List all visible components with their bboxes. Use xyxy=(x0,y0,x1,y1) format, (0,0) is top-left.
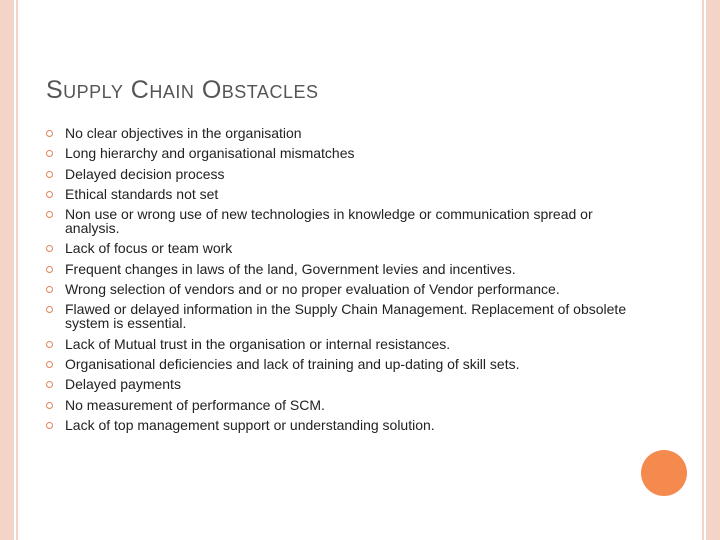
list-item xyxy=(46,167,646,181)
list-item-text: Delayed decision process xyxy=(65,165,225,182)
list-item-text: Frequent changes in laws of the land, Government levies and incentives. xyxy=(65,260,516,277)
list-item xyxy=(46,262,646,276)
list-item xyxy=(46,146,646,160)
bullet-icon xyxy=(46,306,53,313)
list-item xyxy=(46,418,646,432)
bullet-icon xyxy=(46,130,53,137)
list-item-text: Delayed payments xyxy=(65,376,181,393)
list-item xyxy=(46,377,646,391)
bullet-icon xyxy=(46,266,53,273)
bullet-list xyxy=(46,126,646,438)
list-item xyxy=(46,126,646,140)
list-item xyxy=(46,357,646,371)
list-item-text: Non use or wrong use of new technologies in knowledge or communication spread or analysis. xyxy=(65,206,593,237)
list-item-text: Lack of top management support or understanding solution. xyxy=(65,416,435,433)
list-item-text: No measurement of performance of SCM. xyxy=(65,396,325,413)
list-item xyxy=(46,282,646,296)
bullet-icon xyxy=(46,341,53,348)
list-item xyxy=(46,207,646,235)
left-border-stripe xyxy=(0,0,14,540)
list-item-text: Wrong selection of vendors and or no proper evaluation of Vendor performance. xyxy=(65,281,560,298)
bullet-icon xyxy=(46,422,53,429)
right-border-stripe xyxy=(706,0,720,540)
list-item xyxy=(46,187,646,201)
list-item xyxy=(46,241,646,255)
list-item xyxy=(46,337,646,351)
right-border-line xyxy=(702,0,704,540)
list-item-text: Long hierarchy and organisational mismatches xyxy=(65,145,355,162)
list-item xyxy=(46,398,646,412)
list-item-text: Ethical standards not set xyxy=(65,185,219,202)
list-item-text: Lack of Mutual trust in the organisation or internal resistances. xyxy=(65,335,451,352)
list-item xyxy=(46,302,646,330)
list-item-text: Organisational deficiencies and lack of training and up-dating of skill sets. xyxy=(65,355,520,372)
list-item-text: No clear objectives in the organisation xyxy=(65,125,302,141)
decorative-circle xyxy=(641,450,687,496)
bullet-icon xyxy=(46,361,53,368)
bullet-icon xyxy=(46,245,53,252)
bullet-icon xyxy=(46,381,53,388)
bullet-icon xyxy=(46,211,53,218)
list-item-text: Lack of focus or team work xyxy=(65,240,233,257)
bullet-icon xyxy=(46,150,53,157)
bullet-icon xyxy=(46,286,53,293)
bullet-icon xyxy=(46,402,53,409)
list-item-text: Flawed or delayed information in the Supply Chain Management. Replacement of obsolete system is essential. xyxy=(65,301,627,332)
slide-title: Supply Chain Obstacles xyxy=(46,76,319,104)
bullet-icon xyxy=(46,191,53,198)
left-border-line xyxy=(16,0,18,540)
bullet-icon xyxy=(46,171,53,178)
